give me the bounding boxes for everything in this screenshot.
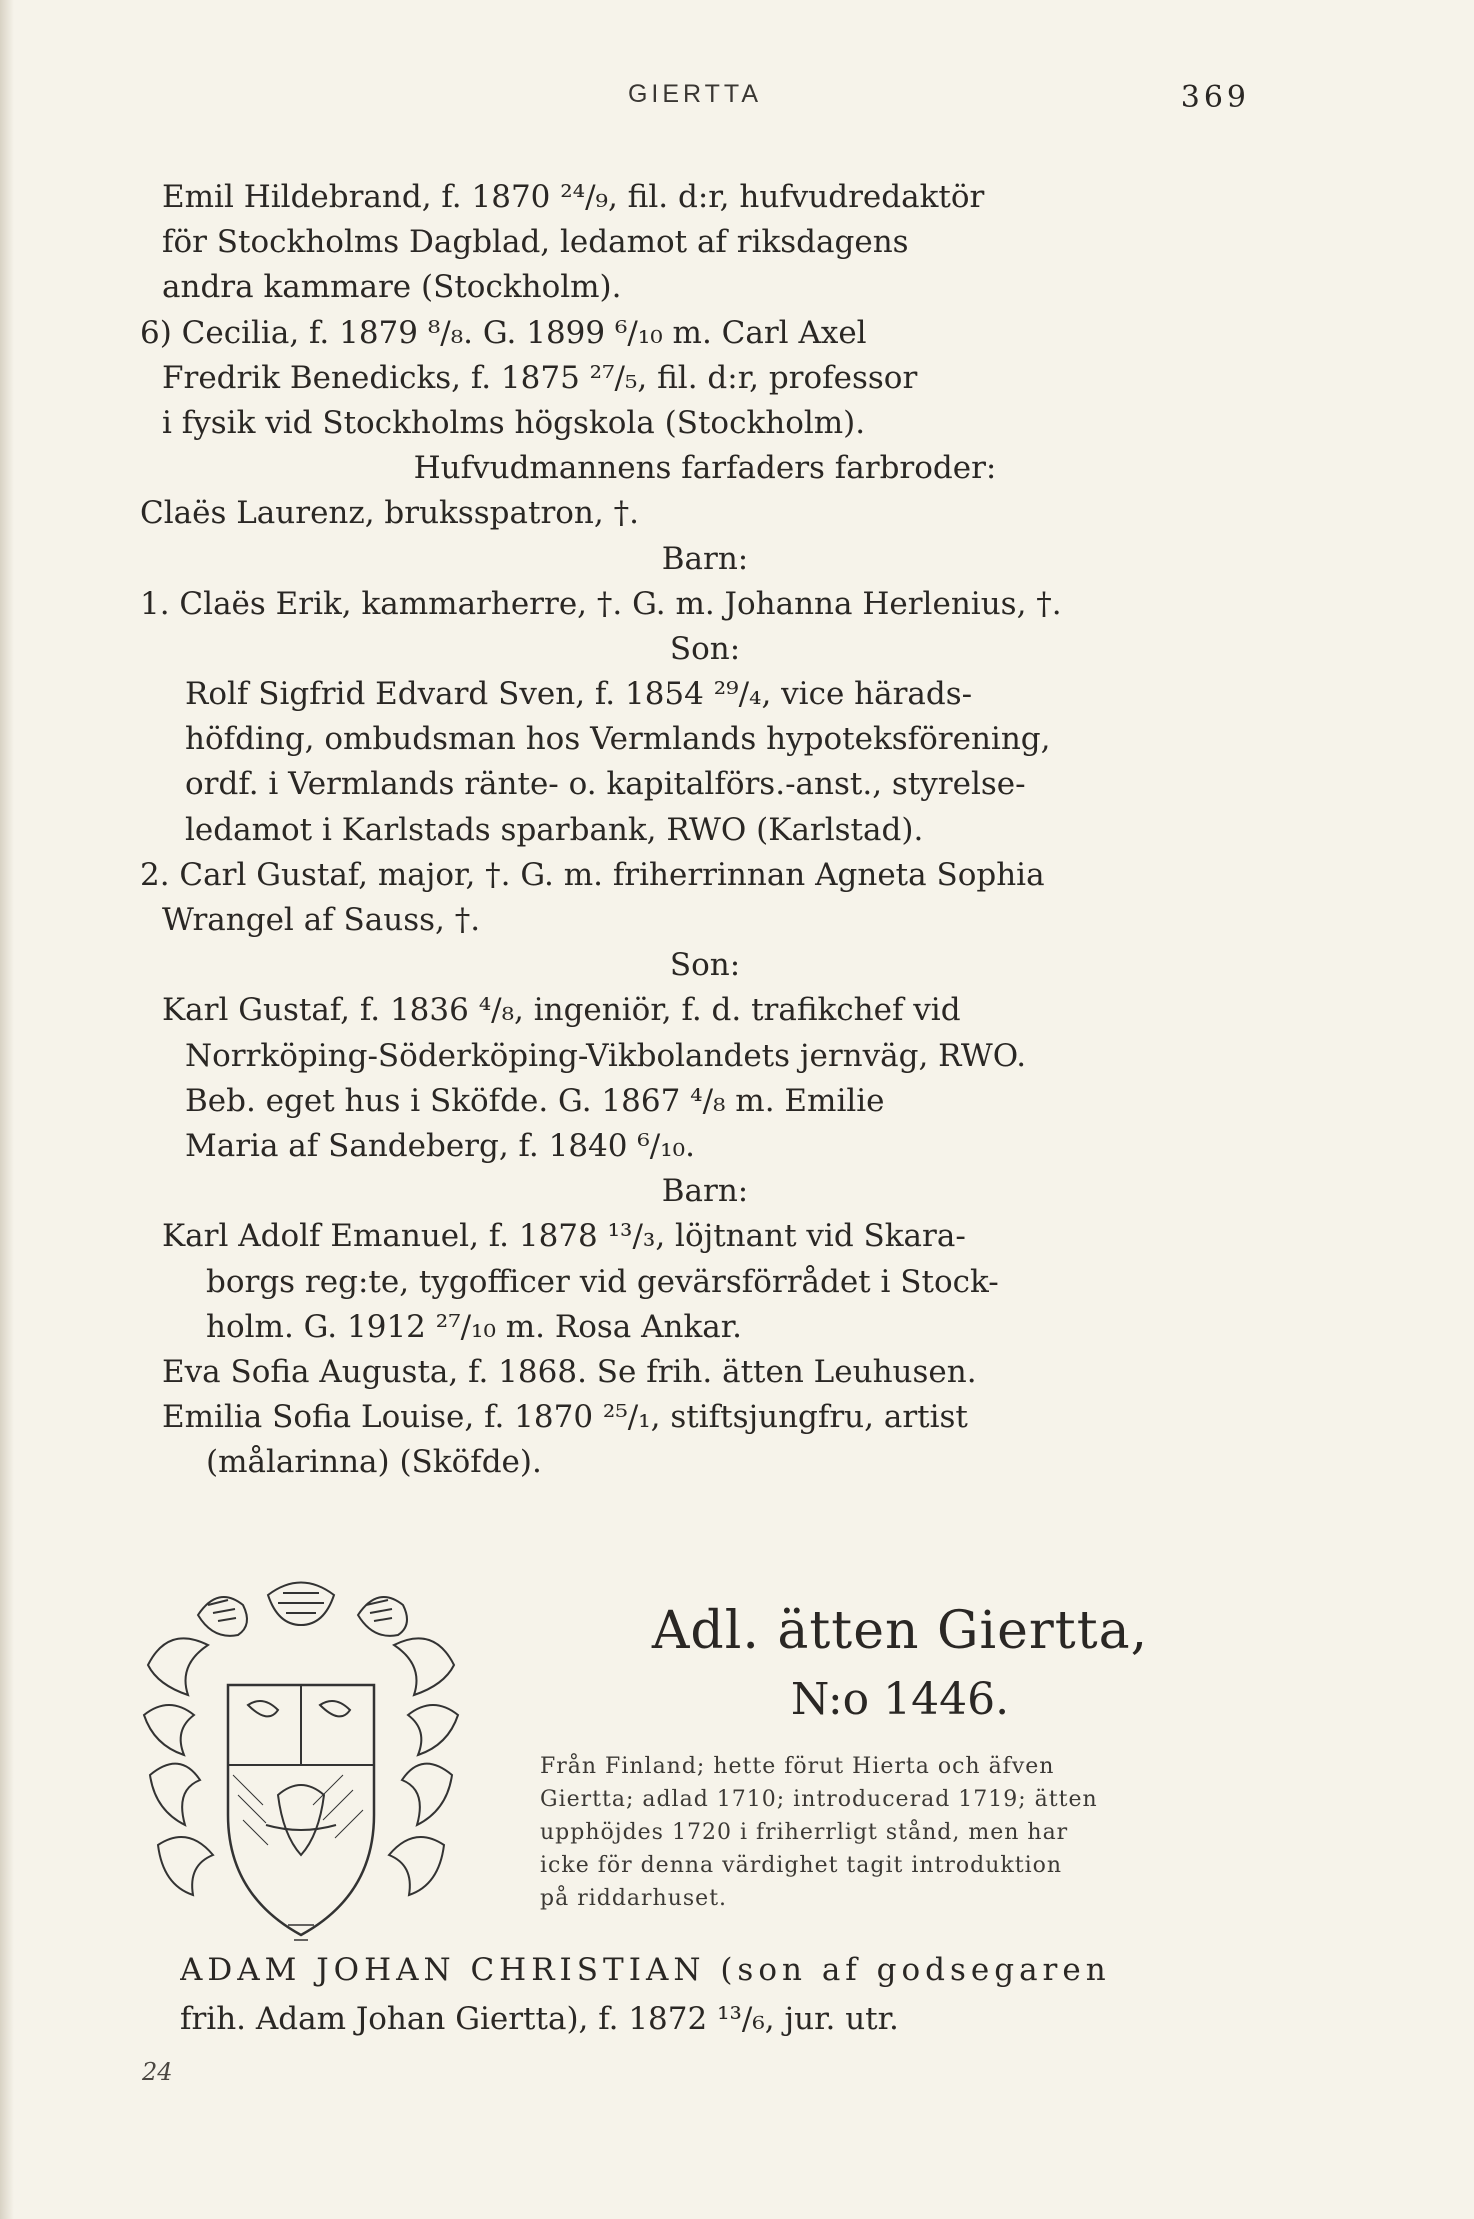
text-line: Maria af Sandeberg, f. 1840 ⁶/₁₀. <box>185 1127 695 1164</box>
sheet-signature-mark: 24 <box>142 2058 173 2086</box>
text-line: Barn: <box>661 1173 749 1210</box>
family-note <box>540 1750 1270 1915</box>
text-line: Karl Adolf Emanuel, f. 1878 ¹³/₃, löjtnant vid Skara- <box>162 1218 966 1255</box>
text-line: 1. Claës Erik, kammarherre, †. G. m. Johanna Herlenius, †. <box>140 585 1062 622</box>
text-line: (målarinna) (Sköfde). <box>206 1444 542 1481</box>
coat-of-arms-icon <box>138 1575 464 1960</box>
text-line: 6) Cecilia, f. 1879 ⁸/₈. G. 1899 ⁶/₁₀ m. Carl Axel <box>140 314 867 351</box>
page-number: 369 <box>1180 80 1250 115</box>
text-line: för Stockholms Dagblad, ledamot af riksdagens <box>162 224 909 261</box>
text-line: höfding, ombudsman hos Vermlands hypoteksförening, <box>185 721 1051 758</box>
text-line: Eva Sofia Augusta, f. 1868. Se frih. ätten Leuhusen. <box>162 1353 977 1390</box>
gutter-shadow <box>0 0 14 2219</box>
family-note-line: icke för denna värdighet tagit introduktion <box>540 1853 1063 1878</box>
family-note-line: Från Finland; hette förut Hierta och äfven <box>540 1754 1055 1779</box>
family-note-line: upphöjdes 1720 i friherrligt stånd, men har <box>540 1820 1069 1845</box>
text-line: Son: <box>669 630 741 667</box>
text-line: holm. G. 1912 ²⁷/₁₀ m. Rosa Ankar. <box>206 1308 743 1345</box>
text-line: borgs reg:te, tygofficer vid gevärsförrådet i Stock- <box>206 1263 999 1300</box>
text-line: i fysik vid Stockholms högskola (Stockholm). <box>162 404 866 441</box>
text-line: Son: <box>669 947 741 984</box>
text-line: Norrköping-Söderköping-Vikbolandets jernväg, RWO. <box>185 1037 1027 1074</box>
text-line: Claës Laurenz, bruksspatron, †. <box>140 495 639 532</box>
text-line: Wrangel af Sauss, †. <box>162 902 481 938</box>
family-note-line: Giertta; adlad 1710; introducerad 1719; ätten <box>540 1787 1098 1812</box>
bottom-text-line: ADAM JOHAN CHRISTIAN (son af godsegaren <box>180 1952 1111 1988</box>
text-line: andra kammare (Stockholm). <box>162 269 622 306</box>
text-line: ordf. i Vermlands ränte- o. kapitalförs.-anst., styrelse- <box>185 766 1026 803</box>
text-line: ledamot i Karlstads sparbank, RWO (Karlstad). <box>185 811 924 848</box>
running-title: GIERTTA <box>627 80 763 108</box>
family-title: Adl. ätten Giertta, <box>651 1601 1149 1661</box>
text-line: Hufvudmannens farfaders farbroder: <box>413 450 997 487</box>
genealogy-text <box>140 175 1270 1485</box>
text-line: 2. Carl Gustaf, major, †. G. m. friherrinnan Agneta Sophia <box>140 856 1045 893</box>
bottom-text-line: frih. Adam Johan Giertta), f. 1872 ¹³/₆, jur. utr. <box>180 2001 899 2037</box>
text-line: Rolf Sigfrid Edvard Sven, f. 1854 ²⁹/₄, vice härads- <box>185 676 973 713</box>
family-number: N:o 1446. <box>790 1674 1010 1725</box>
running-head <box>140 80 1250 120</box>
text-line: Beb. eget hus i Sköfde. G. 1867 ⁴/₈ m. Emilie <box>185 1082 885 1119</box>
text-line: Fredrik Benedicks, f. 1875 ²⁷/₅, fil. d:r, professor <box>162 359 918 396</box>
text-line: Emil Hildebrand, f. 1870 ²⁴/₉, fil. d:r, hufvudredaktör <box>162 179 985 215</box>
coat-of-arms <box>138 1575 464 1960</box>
family-note-line: på riddarhuset. <box>540 1886 728 1911</box>
bottom-text <box>180 1946 1280 2044</box>
text-line: Barn: <box>661 540 749 577</box>
text-line: Karl Gustaf, f. 1836 ⁴/₈, ingeniör, f. d. trafikchef vid <box>162 992 961 1029</box>
text-line: Emilia Sofia Louise, f. 1870 ²⁵/₁, stiftsjungfru, artist <box>162 1399 968 1436</box>
